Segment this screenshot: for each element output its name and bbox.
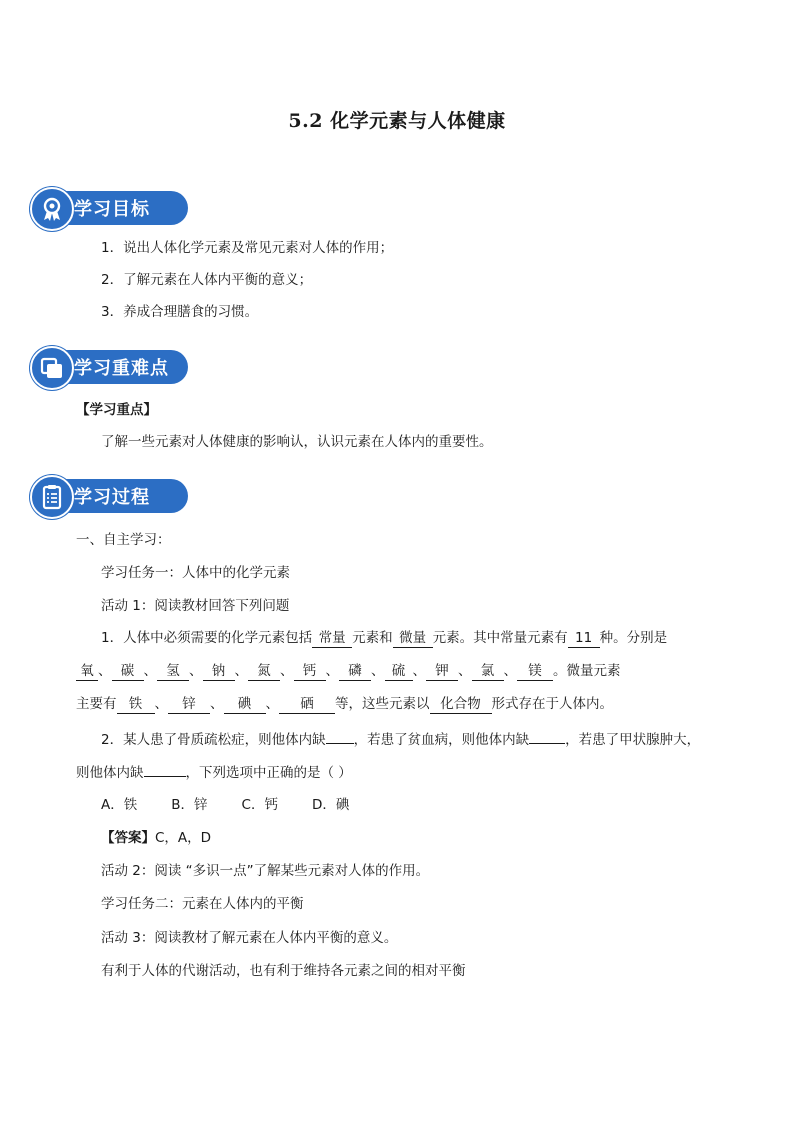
section-banner-key-points bbox=[30, 346, 188, 386]
task-heading: 学习任务二：元素在人体内的平衡 bbox=[101, 896, 304, 912]
objective-item: 2．了解元素在人体内平衡的意义； bbox=[101, 272, 313, 288]
answer-label: 【答案】 bbox=[101, 830, 155, 846]
part-heading: 一、自主学习： bbox=[76, 532, 171, 548]
objective-item: 1．说出人体化学元素及常见元素对人体的作用； bbox=[101, 240, 394, 256]
option-c[interactable]: C．钙 bbox=[241, 797, 278, 813]
page-title: 5.2 化学元素与人体健康 bbox=[288, 110, 506, 132]
task-heading: 学习任务一：人体中的化学元素 bbox=[101, 565, 290, 581]
text: 、 bbox=[503, 663, 517, 679]
element-answer: 铁 bbox=[117, 695, 155, 714]
question-1-line-2 bbox=[76, 661, 621, 681]
question-2-options bbox=[101, 795, 383, 815]
conclusion-text: 有利于人体的代谢活动，也有利于维持各元素之间的相对平衡 bbox=[101, 963, 466, 979]
answer-blank: 常量 bbox=[312, 629, 352, 648]
text: 、 bbox=[234, 663, 248, 679]
answer-blank: 11 bbox=[568, 629, 600, 648]
element-answer: 氮 bbox=[248, 662, 280, 681]
text: 形式存在于人体内。 bbox=[491, 696, 613, 712]
text: 种。分别是 bbox=[599, 630, 668, 646]
key-point-heading: 【学习重点】 bbox=[76, 402, 157, 418]
option-a[interactable]: A．铁 bbox=[101, 797, 138, 813]
text: 、 bbox=[154, 696, 168, 712]
question-2-line-2 bbox=[76, 762, 352, 783]
option-b[interactable]: B．锌 bbox=[171, 797, 208, 813]
objective-item: 3．养成合理膳食的习惯。 bbox=[101, 304, 259, 320]
section-banner-objectives bbox=[30, 187, 188, 227]
text: 。微量元素 bbox=[553, 663, 621, 679]
text: 、 bbox=[458, 663, 472, 679]
answer-blank: 化合物 bbox=[430, 695, 492, 714]
text: 、 bbox=[210, 696, 224, 712]
element-answer: 氢 bbox=[157, 662, 189, 681]
text: 主要有 bbox=[76, 696, 117, 712]
section-banner-process bbox=[30, 475, 188, 515]
answer-value: C，A，D bbox=[155, 830, 212, 846]
text: 、 bbox=[265, 696, 279, 712]
question-1-line-3 bbox=[76, 694, 613, 714]
text: ，下列选项中正确的是（ ） bbox=[185, 765, 352, 781]
text: 等，这些元素以 bbox=[335, 696, 430, 712]
element-answer: 碘 bbox=[224, 695, 266, 714]
element-answer: 镁 bbox=[517, 662, 553, 681]
activity-heading: 活动 1：阅读教材回答下列问题 bbox=[101, 598, 290, 614]
text: 2．某人患了骨质疏松症，则他体内缺 bbox=[101, 732, 326, 748]
element-answer: 钠 bbox=[203, 662, 235, 681]
option-d[interactable]: D．碘 bbox=[311, 797, 350, 813]
stacked-pages-icon bbox=[30, 346, 74, 390]
text: 、 bbox=[98, 663, 112, 679]
text: 则他体内缺 bbox=[76, 765, 144, 781]
element-answer: 硒 bbox=[279, 695, 335, 714]
text: 、 bbox=[189, 663, 203, 679]
text: 、 bbox=[280, 663, 294, 679]
key-point-text: 了解一些元素对人体健康的影响认，认识元素在人体内的重要性。 bbox=[101, 434, 493, 450]
question-1-line-1 bbox=[101, 628, 667, 648]
text: ，若患了甲状腺肿大， bbox=[565, 732, 701, 748]
text: 1．人体中必须需要的化学元素包括 bbox=[101, 630, 313, 646]
element-answer: 钙 bbox=[294, 662, 326, 681]
answer-blank: 微量 bbox=[393, 629, 433, 648]
activity-heading: 活动 3：阅读教材了解元素在人体内平衡的意义。 bbox=[101, 930, 398, 946]
text: 元素。其中常量元素有 bbox=[432, 630, 568, 646]
text: 元素和 bbox=[352, 630, 393, 646]
element-answer: 氯 bbox=[472, 662, 504, 681]
fill-blank[interactable] bbox=[326, 729, 354, 744]
element-answer: 锌 bbox=[168, 695, 210, 714]
answer-line bbox=[101, 828, 211, 848]
element-answer: 碳 bbox=[112, 662, 144, 681]
award-ribbon-icon bbox=[30, 187, 74, 231]
question-2-line-1 bbox=[101, 729, 700, 750]
section-label: 学习过程 bbox=[74, 487, 150, 508]
fill-blank[interactable] bbox=[529, 729, 565, 744]
text: 、 bbox=[371, 663, 385, 679]
element-answer: 硫 bbox=[385, 662, 413, 681]
text: 、 bbox=[412, 663, 426, 679]
section-label: 学习目标 bbox=[74, 199, 150, 220]
element-answer: 钾 bbox=[426, 662, 458, 681]
text: ，若患了贫血病，则他体内缺 bbox=[353, 732, 530, 748]
text: 、 bbox=[143, 663, 157, 679]
fill-blank[interactable] bbox=[144, 762, 186, 777]
text: 、 bbox=[325, 663, 339, 679]
activity-heading: 活动 2：阅读 “多识一点”了解某些元素对人体的作用。 bbox=[101, 863, 430, 879]
element-answer: 氧 bbox=[76, 662, 98, 681]
clipboard-icon bbox=[30, 475, 74, 519]
section-label: 学习重难点 bbox=[74, 358, 169, 379]
element-answer: 磷 bbox=[339, 662, 371, 681]
